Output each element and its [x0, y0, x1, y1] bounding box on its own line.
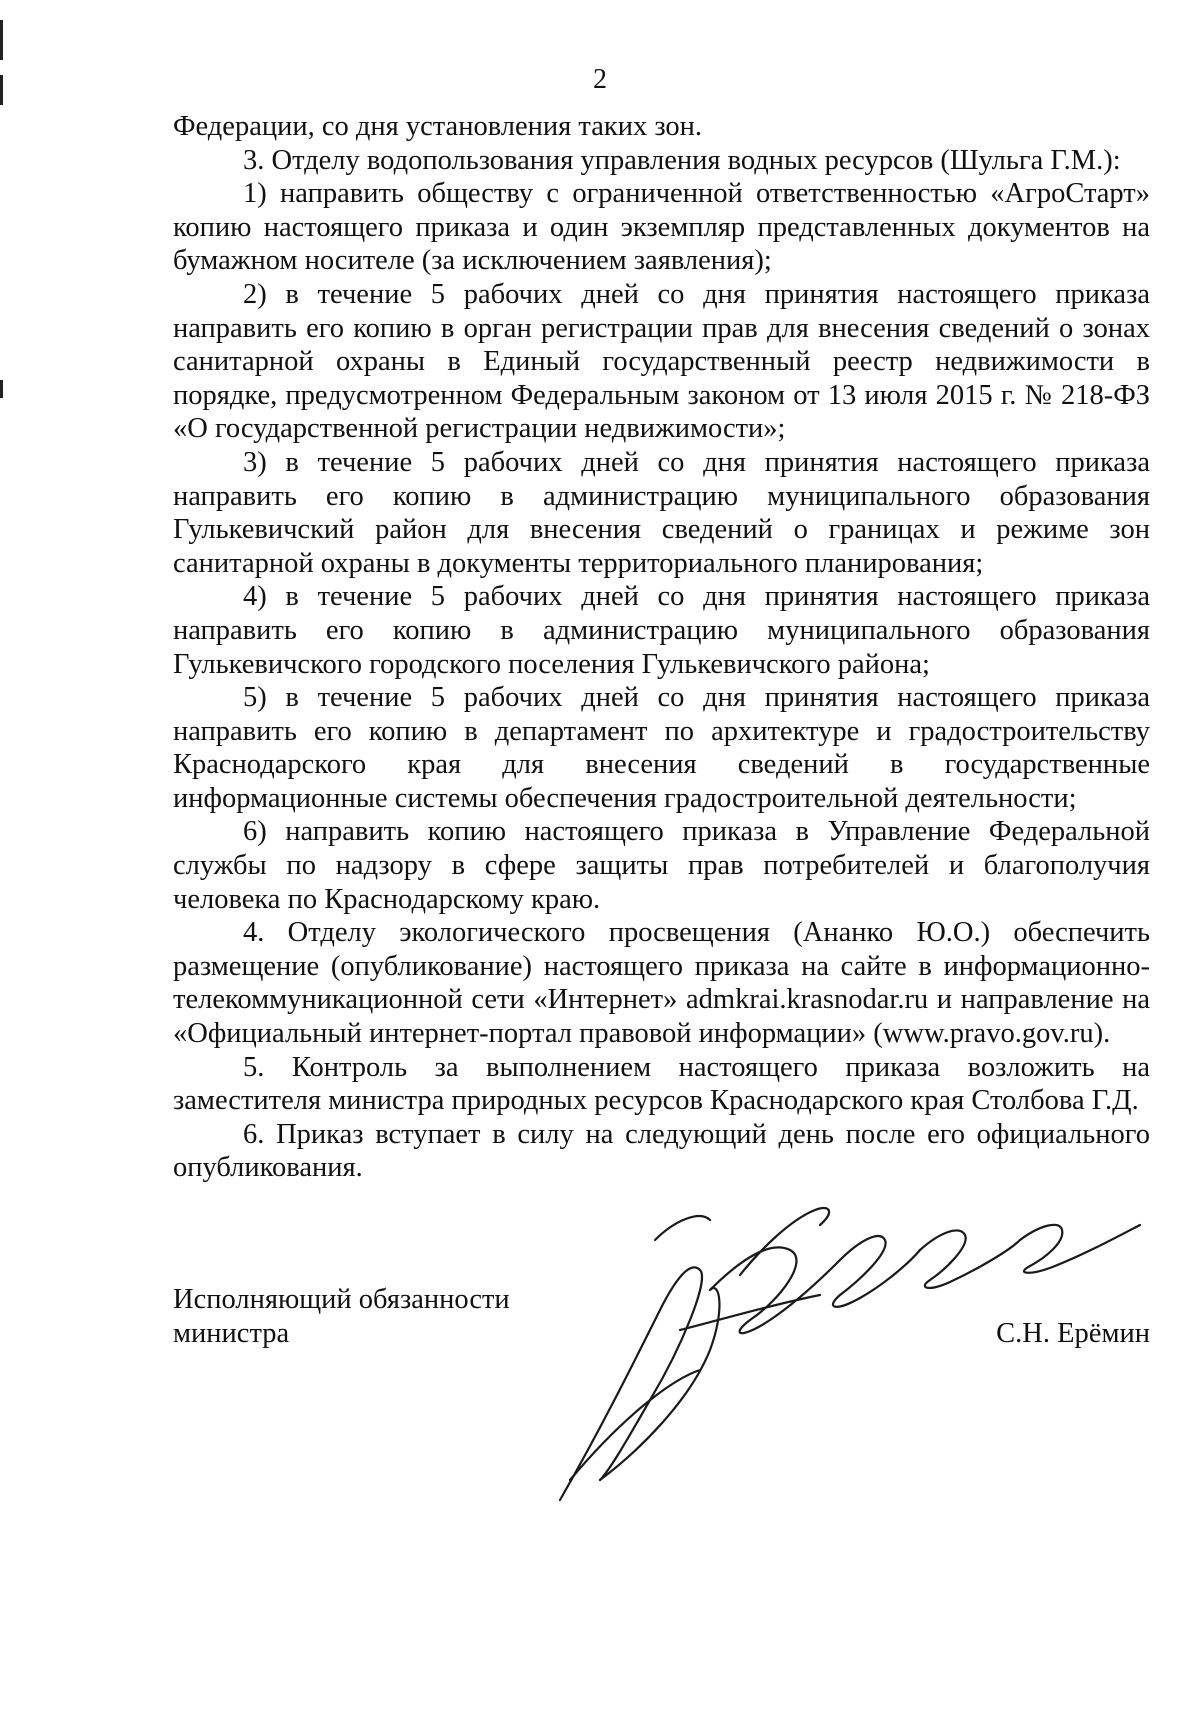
- paragraph-subitem-5: 5) в течение 5 рабочих дней со дня принятия настоящего приказа направить его копию в департамент по архитектуре и градостроительству Краснодарского края для внесения сведений в государственные информационные системы обеспечения градостроительной деятельности;: [173, 682, 1150, 814]
- signatory-position: [173, 1283, 510, 1351]
- paragraph-subitem-3: 3) в течение 5 рабочих дней со дня принятия настоящего приказа направить его копию в администрацию муниципального образования Гулькевичский район для внесения сведений о границах и режиме зон санитарной охраны в документы территориального планирования;: [173, 446, 1150, 579]
- scan-edge-mark: [0, 20, 3, 60]
- document-body: [173, 110, 1150, 1185]
- page-number: 2: [593, 64, 607, 95]
- paragraph-item-6: 6. Приказ вступает в силу на следующий день после его официального опубликования.: [173, 1118, 1150, 1184]
- handwritten-signature: [540, 1180, 1160, 1530]
- signatory-position-line2: министра: [173, 1318, 290, 1349]
- paragraph-continuation: Федерации, со дня установления таких зон.: [173, 111, 703, 142]
- paragraph-subitem-6: 6) направить копию настоящего приказа в Управление Федеральной службы по надзору в сфере защиты прав потребителей и благополучия человека по Краснодарскому краю.: [173, 816, 1150, 915]
- paragraph-item-3: 3. Отделу водопользования управления водных ресурсов (Шульга Г.М.):: [243, 144, 1121, 176]
- paragraph-item-5: 5. Контроль за выполнением настоящего приказа возложить на заместителя министра природных ресурсов Краснодарского края Столбова Г.Д.: [173, 1051, 1150, 1117]
- paragraph-subitem-1: 1) направить обществу с ограниченной ответственностью «АгроСтарт» копию настоящего приказа и один экземпляр представленных документов на бумажном носителе (за исключением заявления);: [173, 178, 1150, 277]
- signatory-name: С.Н. Ерёмин: [996, 1318, 1150, 1349]
- paragraph-subitem-4: 4) в течение 5 рабочих дней со дня принятия настоящего приказа направить его копию в администрацию муниципального образования Гулькевичского городского поселения Гулькевичского района;: [173, 581, 1150, 680]
- signatory-position-line1: Исполняющий обязанности: [173, 1284, 510, 1315]
- paragraph-item-4: 4. Отделу экологического просвещения (Ананко Ю.О.) обеспечить размещение (опубликование) настоящего приказа на сайте в информационно-телекоммуникационной сети «Интернет» admkrai.krasnodar.ru и направление на «Официальный интернет-портал правовой информации» (www.pravo.gov.ru).: [173, 917, 1150, 1050]
- scan-edge-mark: [0, 380, 3, 398]
- paragraph-subitem-2: 2) в течение 5 рабочих дней со дня принятия настоящего приказа направить его копию в орган регистрации прав для внесения сведений о зонах санитарной охраны в Единый государственный реестр недвижимости в порядке, предусмотренном Федеральным законом от 13 июля 2015 г. № 218-ФЗ «О государственной регистрации недвижимости»;: [173, 278, 1150, 445]
